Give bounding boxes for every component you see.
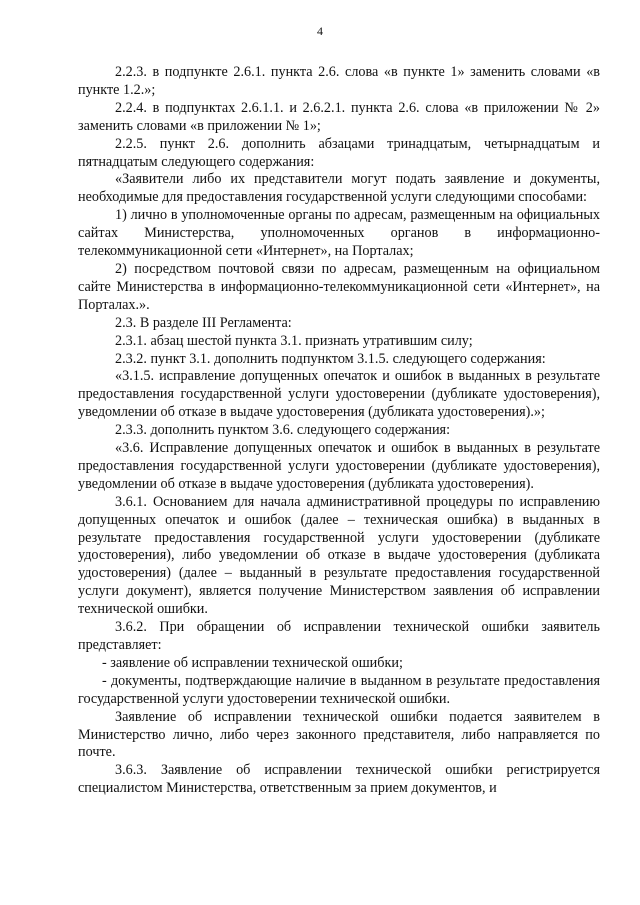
paragraph-3-6-3: 3.6.3. Заявление об исправлении технической ошибки регистрируется специалистом Министерства, ответственным за прием документов, и [78,762,600,797]
document-body [78,64,600,798]
paragraph-method-1: 1) лично в уполномоченные органы по адресам, размещенным на официальных сайтах Министерства, уполномоченных органов в информационно-телекоммуникационной сети «Интернет», на Порталах; [78,207,600,260]
paragraph-quote-3-1-5: «3.1.5. исправление допущенных опечаток и ошибок в выданных в результате предоставления государственной услуги удостоверении (дубликате удостоверения), уведомлении об отказе в выдаче удостоверения (дубликата удостоверения).»; [78,368,600,421]
list-item-documents: - документы, подтверждающие наличие в выданном в результате предоставления государственной услуги удостоверении технической ошибки. [78,672,600,707]
paragraph-method-2: 2) посредством почтовой связи по адресам, размещенным на официальном сайте Министерства в информационно-телекоммуникационной сети «Интернет», на Порталах.». [78,260,600,313]
paragraph-2-3-1: 2.3.1. абзац шестой пункта 3.1. признать утратившим силу; [115,332,473,349]
paragraph-3-6-2: 3.6.2. При обращении об исправлении технической ошибки заявитель представляет: [78,619,600,653]
paragraph-2-3-2: 2.3.2. пункт 3.1. дополнить подпунктом 3.1.5. следующего содержания: [115,350,546,367]
paragraph-quote-applicants: «Заявители либо их представители могут подать заявление и документы, необходимые для предоставления государственной услуги следующими способами: [78,171,600,206]
paragraph-application-submission: Заявление об исправлении технической ошибки подается заявителем в Министерство лично, либо через законного представителя, либо направляется по почте. [78,708,600,761]
list-item-application: - заявление об исправлении технической ошибки; [102,654,403,671]
paragraph-2-2-3: 2.2.3. в подпункте 2.6.1. пункта 2.6. слова «в пункте 1» заменить словами «в пункте 1.2.»; [78,64,600,98]
paragraph-3-6-1: 3.6.1. Основанием для начала административной процедуры по исправлению допущенных опечаток и ошибок (далее – техническая ошибка) в выданных в результате предоставления государственной услуги удостоверении (дубликате удостоверения), либо уведомлении об отказе в выдаче удостоверения (дубликата удостоверения) (далее – выданный в результате предоставления государственной услуги документ), является получение Министерством заявления об исправлении технической ошибки. [78,493,600,618]
paragraph-2-3-3: 2.3.3. дополнить пунктом 3.6. следующего содержания: [115,422,451,439]
paragraph-2-3: 2.3. В разделе III Регламента: [115,314,292,331]
paragraph-quote-3-6: «3.6. Исправление допущенных опечаток и ошибок в выданных в результате предоставления государственной услуги удостоверении (дубликате удостоверения), уведомлении об отказе в выдаче удостоверения (дубликата удостоверения). [78,440,600,492]
paragraph-2-2-4: 2.2.4. в подпунктах 2.6.1.1. и 2.6.2.1. пункта 2.6. слова «в приложении № 2» заменить словами «в приложении № 1»; [78,99,600,134]
page-number: 4 [317,24,323,38]
paragraph-2-2-5: 2.2.5. пункт 2.6. дополнить абзацами тринадцатым, четырнадцатым и пятнадцатым следующего содержания: [78,135,600,170]
